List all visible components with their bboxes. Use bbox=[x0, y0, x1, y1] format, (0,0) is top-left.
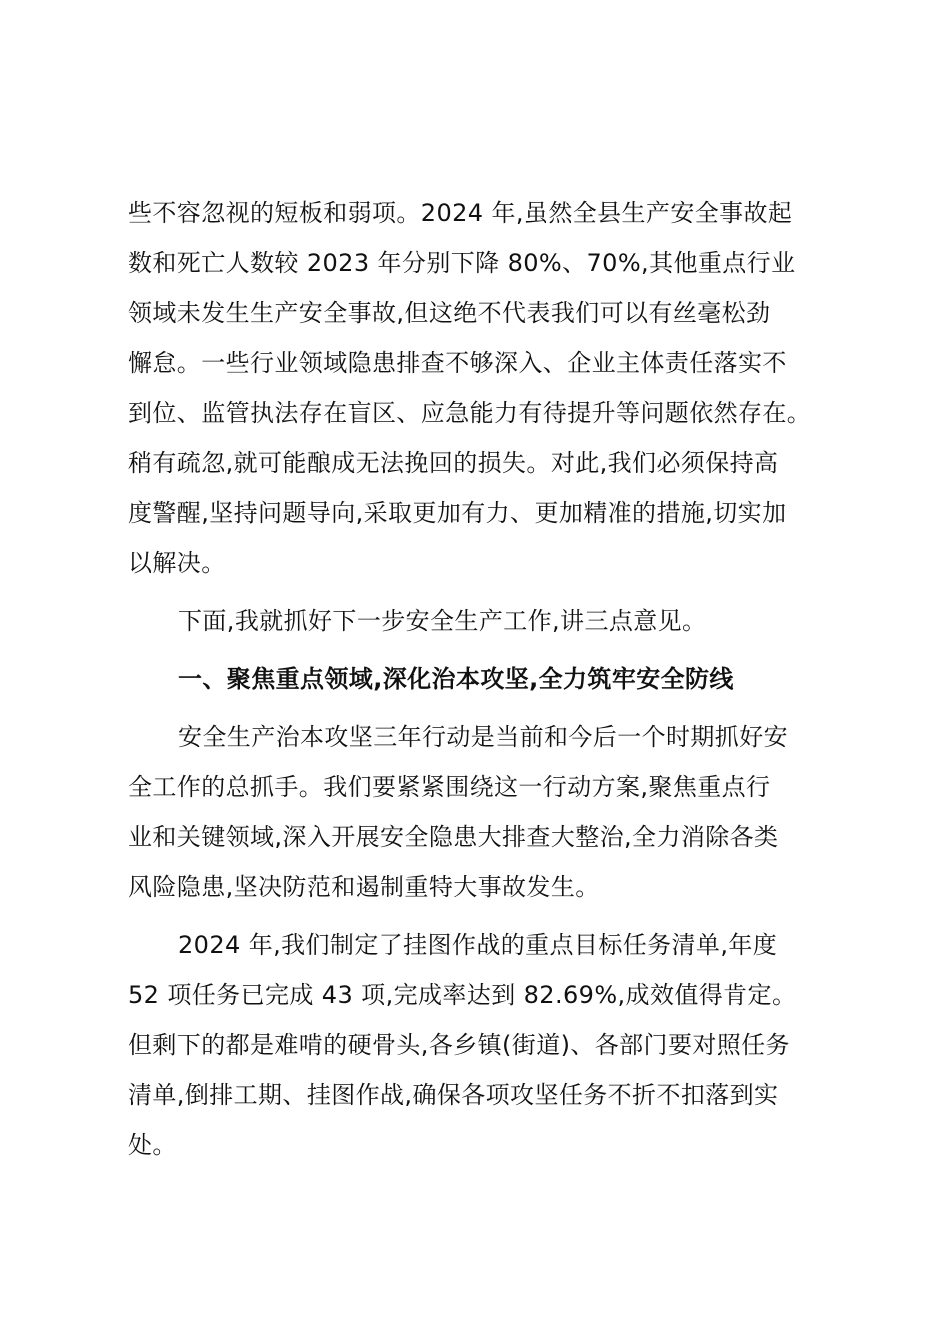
text-line: 处。 bbox=[128, 1131, 177, 1159]
paragraph-1 bbox=[128, 188, 828, 588]
text-line: 稍有疏忽,就可能酿成无法挽回的损失。对此,我们必须保持高 bbox=[128, 449, 779, 477]
heading-line: 一、聚焦重点领域,深化治本攻坚,全力筑牢安全防线 bbox=[178, 665, 734, 693]
text-line: 以解决。 bbox=[128, 549, 226, 577]
document-page bbox=[128, 188, 828, 1170]
text-line: 业和关键领域,深入开展安全隐患大排查大整治,全力消除各类 bbox=[128, 823, 779, 851]
text-line: 2024 年,我们制定了挂图作战的重点目标任务清单,年度 bbox=[178, 931, 778, 959]
paragraph-3 bbox=[128, 712, 828, 912]
text-line: 下面,我就抓好下一步安全生产工作,讲三点意见。 bbox=[178, 607, 707, 635]
text-line: 52 项任务已完成 43 项,完成率达到 82.69%,成效值得肯定。 bbox=[128, 981, 797, 1009]
text-line: 度警醒,坚持问题导向,采取更加有力、更加精准的措施,切实加 bbox=[128, 499, 787, 527]
text-line: 懈怠。一些行业领域隐患排查不够深入、企业主体责任落实不 bbox=[128, 349, 787, 377]
section-heading bbox=[128, 654, 828, 704]
text-line: 到位、监管执法存在盲区、应急能力有待提升等问题依然存在。 bbox=[128, 399, 812, 427]
text-line: 安全生产治本攻坚三年行动是当前和今后一个时期抓好安 bbox=[178, 723, 788, 751]
paragraph-2 bbox=[128, 596, 828, 646]
text-line: 清单,倒排工期、挂图作战,确保各项攻坚任务不折不扣落到实 bbox=[128, 1081, 779, 1109]
text-line: 但剩下的都是难啃的硬骨头,各乡镇(街道)、各部门要对照任务 bbox=[128, 1031, 790, 1059]
text-line: 领域未发生生产安全事故,但这绝不代表我们可以有丝毫松劲 bbox=[128, 299, 771, 327]
text-line: 些不容忽视的短板和弱项。2024 年,虽然全县生产安全事故起 bbox=[128, 199, 793, 227]
text-line: 数和死亡人数较 2023 年分别下降 80%、70%,其他重点行业 bbox=[128, 249, 796, 277]
paragraph-4 bbox=[128, 920, 828, 1170]
text-line: 全工作的总抓手。我们要紧紧围绕这一行动方案,聚焦重点行 bbox=[128, 773, 771, 801]
text-line: 风险隐患,坚决防范和遏制重特大事故发生。 bbox=[128, 873, 600, 901]
